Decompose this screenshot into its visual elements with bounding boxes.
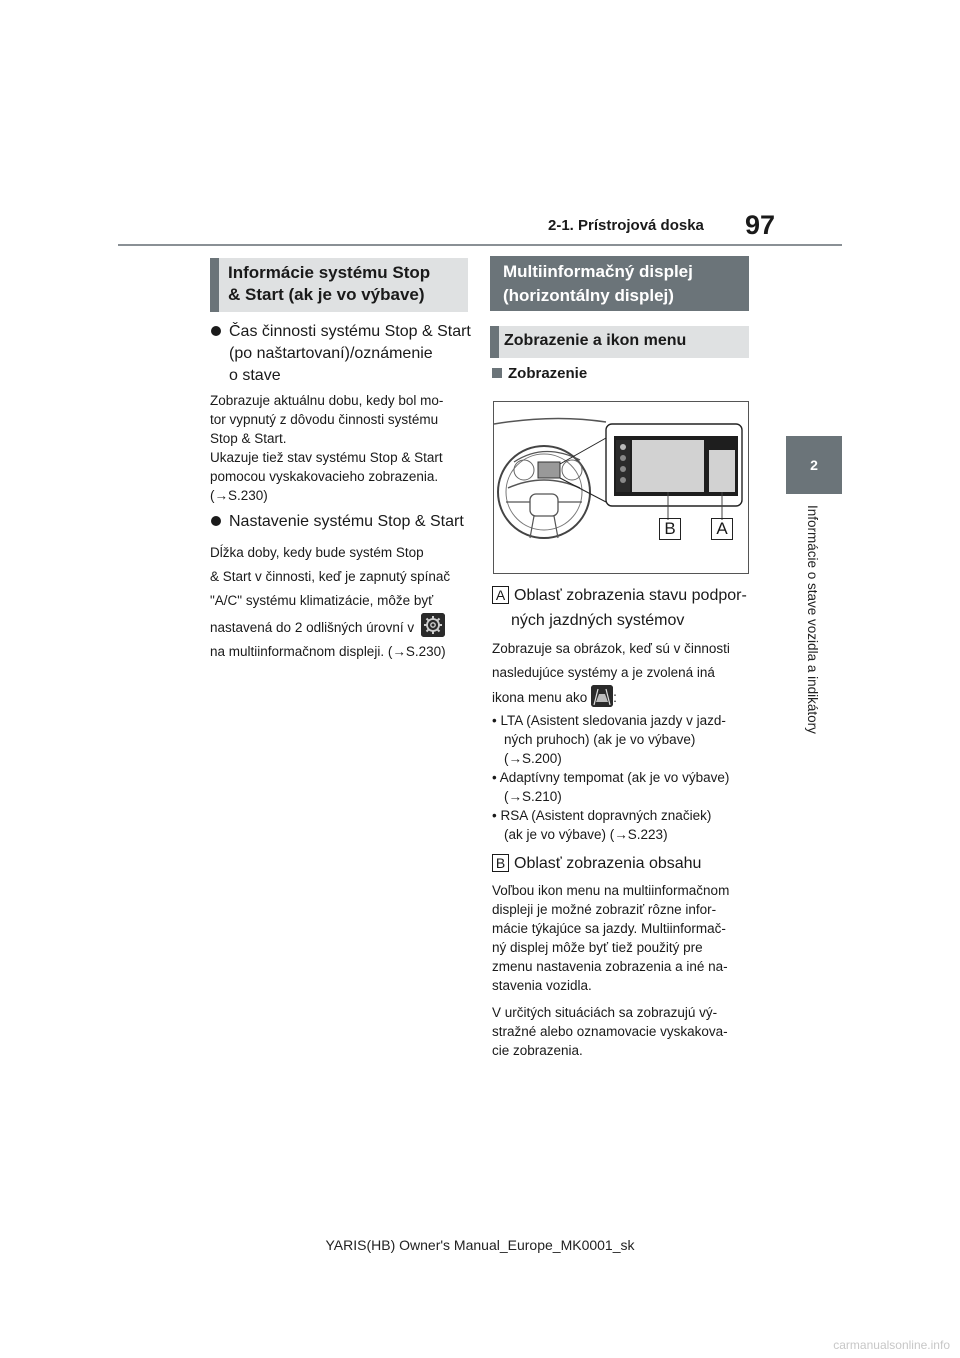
bullet-dot-icon	[211, 516, 221, 526]
illustration-label-b: B	[659, 518, 681, 540]
subheading-display: Zobrazenie	[492, 365, 587, 382]
label-a-title: A Oblasť zobrazenia stavu podpor- ných jazdných systémov	[492, 585, 754, 632]
section-title-stop-start: Informácie systému Stop & Start (ak je vo výbave)	[210, 258, 468, 312]
section-title-multi-info-display: Multiinformačný displej (horizontálny displej)	[490, 256, 749, 311]
page-number: 97	[745, 210, 776, 240]
list-item: • Adaptívny tempomat (ak je vo výbave) (→S.210)	[492, 770, 730, 804]
paragraph-b-body-2: V určitých situáciách sa zobrazujú vý- stražné alebo oznamovacie vyskakova- cie zobrazenia.	[492, 1005, 728, 1058]
paragraph-stop-start-settings: Dĺžka doby, kedy bude systém Stop & Start v činnosti, keď je zapnutý spínač "A/C" systému klimatizácie, môže byť nastavená do 2 odlišných úrovní v na multiinformačnom displeji. (→S.230)	[210, 545, 451, 659]
bullet-stop-start-time: Čas činnosti systému Stop & Start (po naštartovaní)/oznámenie o stave	[211, 321, 471, 387]
square-bullet-icon	[492, 368, 502, 378]
header-divider	[118, 244, 842, 246]
bullet-stop-start-settings: Nastavenie systému Stop & Start	[211, 511, 464, 533]
paragraph-b-body: Voľbou ikon menu na multiinformačnom displeji je možné zobraziť rôzne infor- mácie týkajúce sa jazdy. Multiinformač- ný displej môže byť tiež použitý pre zmenu nastavenia zobrazenia a iné na- stavenia vozidla.	[492, 883, 730, 993]
letter-b-box: B	[492, 854, 509, 872]
gear-icon	[421, 613, 445, 637]
chapter-tab-number: 2	[810, 457, 818, 473]
chapter-title: 2-1. Prístrojová doska	[548, 217, 704, 234]
chapter-side-label	[805, 505, 825, 770]
illustration-label-a: A	[711, 518, 733, 540]
dashboard-illustration	[493, 401, 749, 574]
driving-assist-icon	[591, 685, 613, 707]
footer-manual-id: YARIS(HB) Owner's Manual_Europe_MK0001_sk	[325, 1237, 635, 1253]
subsection-title-display-menu: Zobrazenie a ikon menu	[490, 326, 749, 358]
list-item: • LTA (Asistent sledovania jazdy v jazd- ných pruhoch) (ak je vo výbave) (→S.200)	[492, 713, 726, 766]
watermark: carmanualsonline.info	[833, 1338, 950, 1352]
supported-systems-list	[492, 711, 754, 844]
paragraph-a-body: Zobrazuje sa obrázok, keď sú v činnosti nasledujúce systémy a je zvolená iná ikona menu ako :	[492, 641, 730, 705]
list-item: • RSA (Asistent dopravných značiek) (ak je vo výbave) (→S.223)	[492, 808, 712, 842]
chapter-tab	[786, 436, 842, 494]
label-b-title: B Oblasť zobrazenia obsahu	[492, 853, 701, 875]
chapter-side-label-text: Informácie o stave vozidla a indikátory	[805, 505, 820, 734]
letter-a-box: A	[492, 586, 509, 604]
bullet-dot-icon	[211, 326, 221, 336]
paragraph-stop-start-time: Zobrazuje aktuálnu dobu, kedy bol mo- tor vypnutý z dôvodu činnosti systému Stop & Start. Ukazuje tiež stav systému Stop & Start pomocou vyskakovacieho zobrazenia. (→S.230)	[210, 393, 444, 503]
